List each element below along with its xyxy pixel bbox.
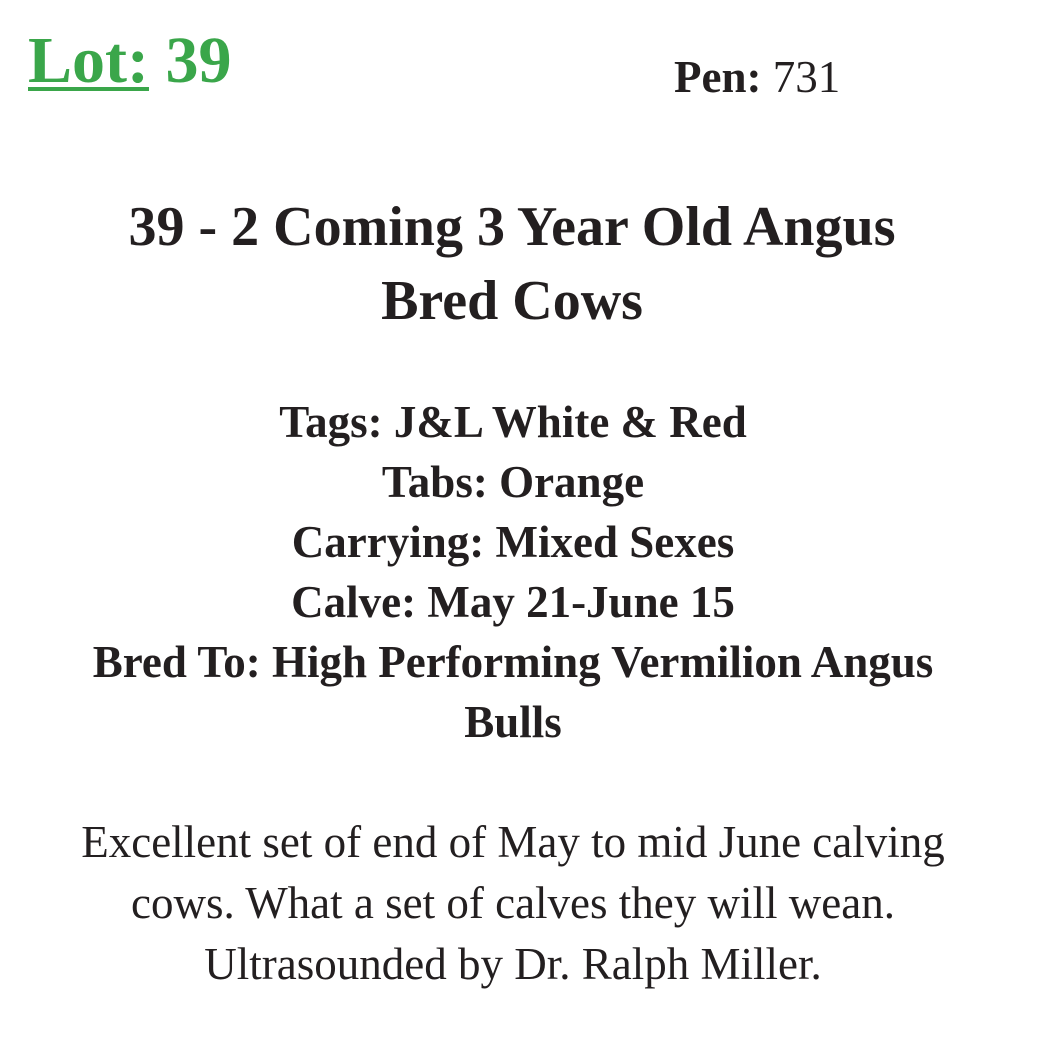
lot-title-line-1: 39 - 2 Coming 3 Year Old Angus <box>128 196 896 258</box>
bred-to-detail-line-2: Bulls <box>464 697 562 747</box>
lot-number: 39 <box>165 24 232 97</box>
tags-detail: Tags: J&L White & Red <box>279 397 747 447</box>
tabs-detail: Tabs: Orange <box>381 457 645 507</box>
description-line-2: cows. What a set of calves they will wean. <box>131 878 895 928</box>
pen-info <box>674 52 841 102</box>
calve-detail: Calve: May 21-June 15 <box>291 577 735 627</box>
description-line-3: Ultrasounded by Dr. Ralph Miller. <box>204 939 822 989</box>
lot-label: Lot: <box>28 24 149 97</box>
lot-heading <box>28 24 232 97</box>
carrying-detail: Carrying: Mixed Sexes <box>291 517 735 567</box>
description-line-1: Excellent set of end of May to mid June calving <box>81 817 945 867</box>
lot-title-line-2: Bred Cows <box>381 270 643 332</box>
lot-description <box>0 812 1026 995</box>
pen-number: 731 <box>772 52 841 102</box>
lot-details <box>0 392 1026 752</box>
pen-label: Pen: <box>674 52 762 102</box>
lot-title <box>0 190 1024 338</box>
bred-to-detail-line-1: Bred To: High Performing Vermilion Angus <box>92 637 934 687</box>
